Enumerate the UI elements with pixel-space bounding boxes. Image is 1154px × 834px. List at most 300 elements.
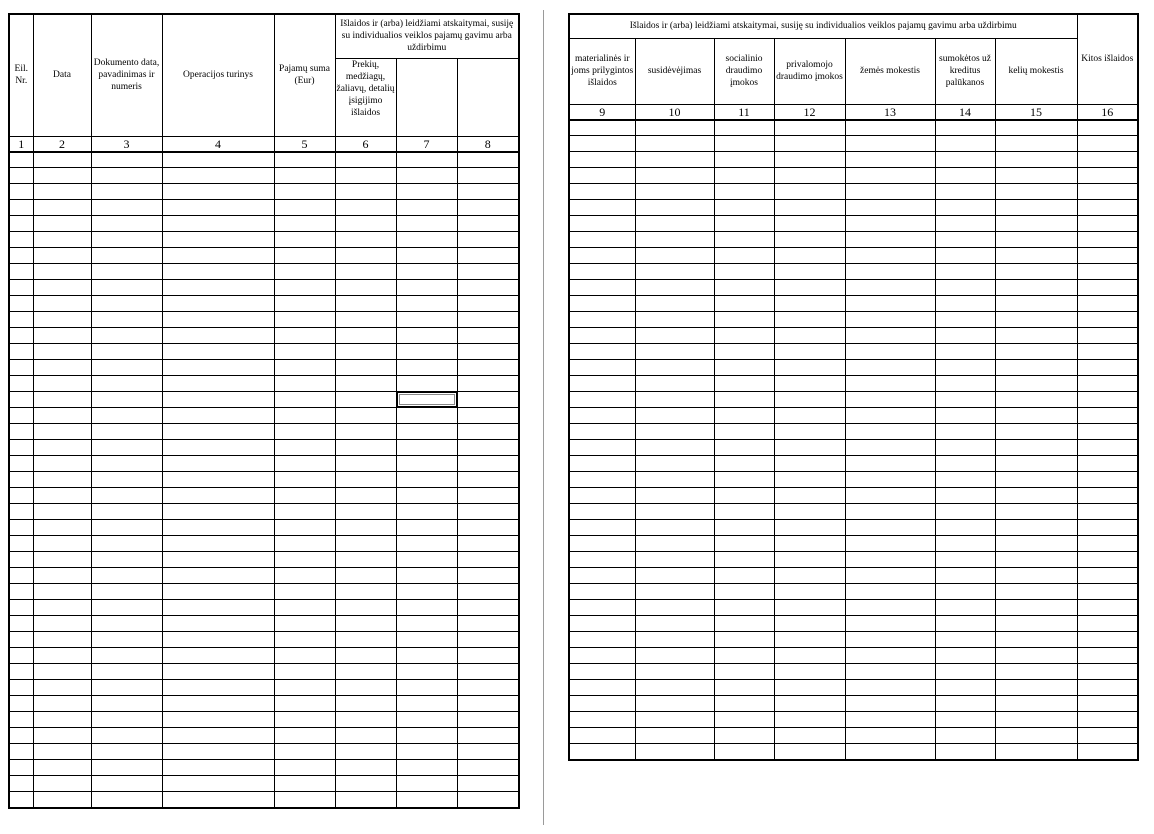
table-cell[interactable] <box>457 232 519 248</box>
table-cell[interactable] <box>774 184 845 200</box>
table-cell[interactable] <box>335 392 396 408</box>
table-cell[interactable] <box>845 328 935 344</box>
table-cell[interactable] <box>635 200 714 216</box>
table-cell[interactable] <box>162 472 274 488</box>
table-cell[interactable] <box>457 152 519 168</box>
table-cell[interactable] <box>569 344 635 360</box>
table-cell[interactable] <box>845 712 935 728</box>
table-cell[interactable] <box>91 712 162 728</box>
table-cell[interactable] <box>33 632 91 648</box>
table-cell[interactable] <box>33 664 91 680</box>
table-cell[interactable] <box>396 776 457 792</box>
table-cell[interactable] <box>274 504 335 520</box>
table-cell[interactable] <box>935 520 995 536</box>
table-cell[interactable] <box>935 120 995 136</box>
table-cell[interactable] <box>274 344 335 360</box>
table-cell[interactable] <box>335 216 396 232</box>
table-cell[interactable] <box>335 184 396 200</box>
table-cell[interactable] <box>457 424 519 440</box>
table-cell[interactable] <box>457 552 519 568</box>
table-cell[interactable] <box>457 248 519 264</box>
table-cell[interactable] <box>396 456 457 472</box>
table-cell[interactable] <box>457 280 519 296</box>
table-cell[interactable] <box>91 728 162 744</box>
table-cell[interactable] <box>335 152 396 168</box>
table-cell[interactable] <box>935 568 995 584</box>
table-cell[interactable] <box>935 232 995 248</box>
table-cell[interactable] <box>569 472 635 488</box>
table-cell[interactable] <box>335 552 396 568</box>
table-cell[interactable] <box>9 344 33 360</box>
table-cell[interactable] <box>9 456 33 472</box>
table-cell[interactable] <box>714 184 774 200</box>
table-cell[interactable] <box>33 264 91 280</box>
table-cell[interactable] <box>569 552 635 568</box>
table-cell[interactable] <box>845 744 935 760</box>
table-cell[interactable] <box>1077 216 1138 232</box>
table-cell[interactable] <box>714 392 774 408</box>
table-cell[interactable] <box>935 696 995 712</box>
table-cell[interactable] <box>935 632 995 648</box>
table-cell[interactable] <box>569 168 635 184</box>
table-cell[interactable] <box>774 664 845 680</box>
table-cell[interactable] <box>774 392 845 408</box>
table-cell[interactable] <box>335 200 396 216</box>
table-cell[interactable] <box>995 696 1077 712</box>
table-cell[interactable] <box>396 168 457 184</box>
table-cell[interactable] <box>396 696 457 712</box>
table-cell[interactable] <box>457 200 519 216</box>
table-cell[interactable] <box>1077 168 1138 184</box>
table-cell[interactable] <box>274 568 335 584</box>
table-cell[interactable] <box>714 536 774 552</box>
table-cell[interactable] <box>1077 440 1138 456</box>
table-cell[interactable] <box>396 264 457 280</box>
table-cell[interactable] <box>1077 456 1138 472</box>
table-cell[interactable] <box>335 776 396 792</box>
table-cell[interactable] <box>995 680 1077 696</box>
table-cell[interactable] <box>162 344 274 360</box>
table-cell[interactable] <box>91 440 162 456</box>
table-cell[interactable] <box>935 216 995 232</box>
table-cell[interactable] <box>714 152 774 168</box>
table-cell[interactable] <box>635 696 714 712</box>
table-cell[interactable] <box>9 472 33 488</box>
table-cell[interactable] <box>91 568 162 584</box>
table-cell[interactable] <box>569 152 635 168</box>
table-cell[interactable] <box>457 408 519 424</box>
table-cell[interactable] <box>396 296 457 312</box>
table-cell[interactable] <box>91 776 162 792</box>
table-cell[interactable] <box>457 488 519 504</box>
table-cell[interactable] <box>457 440 519 456</box>
table-cell[interactable] <box>1077 408 1138 424</box>
table-cell[interactable] <box>396 424 457 440</box>
table-cell[interactable] <box>714 376 774 392</box>
table-cell[interactable] <box>91 744 162 760</box>
table-cell[interactable] <box>33 744 91 760</box>
table-cell[interactable] <box>91 264 162 280</box>
table-cell[interactable] <box>9 520 33 536</box>
table-cell[interactable] <box>714 136 774 152</box>
table-cell[interactable] <box>91 184 162 200</box>
table-cell[interactable] <box>33 152 91 168</box>
table-cell[interactable] <box>935 184 995 200</box>
table-cell[interactable] <box>1077 696 1138 712</box>
table-cell[interactable] <box>396 616 457 632</box>
table-cell[interactable] <box>635 632 714 648</box>
table-cell[interactable] <box>635 136 714 152</box>
table-cell[interactable] <box>162 696 274 712</box>
table-cell[interactable] <box>714 504 774 520</box>
table-cell[interactable] <box>9 488 33 504</box>
table-cell[interactable] <box>335 408 396 424</box>
table-cell[interactable] <box>774 488 845 504</box>
table-cell[interactable] <box>162 488 274 504</box>
table-cell[interactable] <box>274 232 335 248</box>
table-cell[interactable] <box>33 792 91 808</box>
table-cell[interactable] <box>162 168 274 184</box>
table-cell[interactable] <box>935 408 995 424</box>
table-cell[interactable] <box>714 344 774 360</box>
table-cell[interactable] <box>162 568 274 584</box>
table-cell[interactable] <box>1077 360 1138 376</box>
table-cell[interactable] <box>9 216 33 232</box>
table-cell[interactable] <box>1077 312 1138 328</box>
table-cell[interactable] <box>1077 552 1138 568</box>
table-cell[interactable] <box>335 584 396 600</box>
table-cell[interactable] <box>457 456 519 472</box>
table-cell[interactable] <box>935 680 995 696</box>
table-cell[interactable] <box>774 120 845 136</box>
table-cell[interactable] <box>274 792 335 808</box>
table-cell[interactable] <box>91 216 162 232</box>
table-cell[interactable] <box>91 328 162 344</box>
table-cell[interactable] <box>91 472 162 488</box>
table-cell[interactable] <box>33 296 91 312</box>
table-cell[interactable] <box>845 200 935 216</box>
table-cell[interactable] <box>774 712 845 728</box>
table-cell[interactable] <box>457 776 519 792</box>
table-cell[interactable] <box>1077 648 1138 664</box>
table-cell[interactable] <box>396 152 457 168</box>
table-cell[interactable] <box>1077 120 1138 136</box>
table-cell[interactable] <box>335 712 396 728</box>
table-cell[interactable] <box>845 664 935 680</box>
table-cell[interactable] <box>714 264 774 280</box>
table-cell[interactable] <box>1077 712 1138 728</box>
table-cell[interactable] <box>91 648 162 664</box>
table-cell[interactable] <box>845 696 935 712</box>
table-cell[interactable] <box>714 456 774 472</box>
table-cell[interactable] <box>33 488 91 504</box>
table-cell[interactable] <box>995 328 1077 344</box>
table-cell[interactable] <box>91 360 162 376</box>
table-cell[interactable] <box>635 312 714 328</box>
table-cell[interactable] <box>845 440 935 456</box>
table-cell[interactable] <box>1077 520 1138 536</box>
table-cell[interactable] <box>569 520 635 536</box>
table-cell[interactable] <box>457 648 519 664</box>
table-cell[interactable] <box>714 520 774 536</box>
table-cell[interactable] <box>33 360 91 376</box>
table-cell[interactable] <box>396 712 457 728</box>
table-cell[interactable] <box>995 216 1077 232</box>
table-cell[interactable] <box>635 600 714 616</box>
table-cell[interactable] <box>9 536 33 552</box>
selected-cell[interactable] <box>396 392 457 408</box>
table-cell[interactable] <box>91 488 162 504</box>
table-cell[interactable] <box>774 424 845 440</box>
table-cell[interactable] <box>33 184 91 200</box>
table-cell[interactable] <box>935 344 995 360</box>
table-cell[interactable] <box>635 216 714 232</box>
table-cell[interactable] <box>335 456 396 472</box>
table-cell[interactable] <box>714 328 774 344</box>
table-cell[interactable] <box>635 728 714 744</box>
table-cell[interactable] <box>774 216 845 232</box>
table-cell[interactable] <box>1077 392 1138 408</box>
table-cell[interactable] <box>396 584 457 600</box>
table-cell[interactable] <box>457 312 519 328</box>
table-cell[interactable] <box>33 616 91 632</box>
table-cell[interactable] <box>91 696 162 712</box>
table-cell[interactable] <box>91 152 162 168</box>
table-cell[interactable] <box>635 248 714 264</box>
table-cell[interactable] <box>274 600 335 616</box>
table-cell[interactable] <box>1077 232 1138 248</box>
table-cell[interactable] <box>1077 664 1138 680</box>
table-cell[interactable] <box>635 168 714 184</box>
table-cell[interactable] <box>935 744 995 760</box>
table-cell[interactable] <box>845 600 935 616</box>
table-cell[interactable] <box>774 376 845 392</box>
table-cell[interactable] <box>33 216 91 232</box>
table-cell[interactable] <box>635 472 714 488</box>
table-cell[interactable] <box>845 312 935 328</box>
table-cell[interactable] <box>9 328 33 344</box>
table-cell[interactable] <box>457 504 519 520</box>
table-cell[interactable] <box>845 472 935 488</box>
table-cell[interactable] <box>457 600 519 616</box>
table-cell[interactable] <box>9 280 33 296</box>
table-cell[interactable] <box>162 232 274 248</box>
table-cell[interactable] <box>569 328 635 344</box>
table-cell[interactable] <box>635 264 714 280</box>
table-cell[interactable] <box>91 376 162 392</box>
table-cell[interactable] <box>714 472 774 488</box>
table-cell[interactable] <box>457 616 519 632</box>
table-cell[interactable] <box>162 264 274 280</box>
table-cell[interactable] <box>274 712 335 728</box>
table-cell[interactable] <box>635 744 714 760</box>
table-cell[interactable] <box>396 488 457 504</box>
table-cell[interactable] <box>335 424 396 440</box>
table-cell[interactable] <box>569 248 635 264</box>
table-cell[interactable] <box>162 200 274 216</box>
table-cell[interactable] <box>457 376 519 392</box>
table-cell[interactable] <box>935 552 995 568</box>
table-cell[interactable] <box>274 264 335 280</box>
table-cell[interactable] <box>457 520 519 536</box>
table-cell[interactable] <box>774 248 845 264</box>
table-cell[interactable] <box>9 184 33 200</box>
table-cell[interactable] <box>845 152 935 168</box>
table-cell[interactable] <box>569 216 635 232</box>
table-cell[interactable] <box>457 472 519 488</box>
table-cell[interactable] <box>33 568 91 584</box>
table-cell[interactable] <box>9 680 33 696</box>
table-cell[interactable] <box>714 232 774 248</box>
table-cell[interactable] <box>1077 600 1138 616</box>
table-cell[interactable] <box>935 312 995 328</box>
table-cell[interactable] <box>33 760 91 776</box>
table-cell[interactable] <box>91 312 162 328</box>
table-cell[interactable] <box>91 536 162 552</box>
table-cell[interactable] <box>91 168 162 184</box>
table-cell[interactable] <box>91 280 162 296</box>
table-cell[interactable] <box>774 344 845 360</box>
table-cell[interactable] <box>635 648 714 664</box>
table-cell[interactable] <box>457 664 519 680</box>
table-cell[interactable] <box>774 680 845 696</box>
table-cell[interactable] <box>9 200 33 216</box>
table-cell[interactable] <box>91 680 162 696</box>
table-cell[interactable] <box>714 584 774 600</box>
table-cell[interactable] <box>845 728 935 744</box>
table-cell[interactable] <box>396 280 457 296</box>
table-cell[interactable] <box>9 664 33 680</box>
table-cell[interactable] <box>935 248 995 264</box>
table-cell[interactable] <box>162 680 274 696</box>
table-cell[interactable] <box>91 552 162 568</box>
table-cell[interactable] <box>569 456 635 472</box>
table-cell[interactable] <box>774 520 845 536</box>
table-cell[interactable] <box>714 296 774 312</box>
table-cell[interactable] <box>995 744 1077 760</box>
table-cell[interactable] <box>274 312 335 328</box>
table-cell[interactable] <box>774 328 845 344</box>
table-cell[interactable] <box>274 424 335 440</box>
table-cell[interactable] <box>935 728 995 744</box>
table-cell[interactable] <box>274 696 335 712</box>
table-cell[interactable] <box>274 680 335 696</box>
table-cell[interactable] <box>91 584 162 600</box>
table-cell[interactable] <box>9 584 33 600</box>
table-cell[interactable] <box>995 296 1077 312</box>
table-cell[interactable] <box>935 392 995 408</box>
table-cell[interactable] <box>162 408 274 424</box>
table-cell[interactable] <box>335 360 396 376</box>
table-cell[interactable] <box>274 584 335 600</box>
table-cell[interactable] <box>274 728 335 744</box>
table-cell[interactable] <box>714 280 774 296</box>
table-cell[interactable] <box>396 664 457 680</box>
table-cell[interactable] <box>9 440 33 456</box>
table-cell[interactable] <box>274 392 335 408</box>
table-cell[interactable] <box>396 328 457 344</box>
table-cell[interactable] <box>935 664 995 680</box>
table-cell[interactable] <box>274 328 335 344</box>
table-cell[interactable] <box>91 632 162 648</box>
table-cell[interactable] <box>9 600 33 616</box>
table-cell[interactable] <box>9 568 33 584</box>
table-cell[interactable] <box>995 488 1077 504</box>
table-cell[interactable] <box>1077 728 1138 744</box>
table-cell[interactable] <box>774 744 845 760</box>
table-cell[interactable] <box>995 472 1077 488</box>
table-cell[interactable] <box>335 344 396 360</box>
table-cell[interactable] <box>396 408 457 424</box>
table-cell[interactable] <box>995 136 1077 152</box>
table-cell[interactable] <box>1077 744 1138 760</box>
table-cell[interactable] <box>9 296 33 312</box>
table-cell[interactable] <box>9 504 33 520</box>
table-cell[interactable] <box>1077 248 1138 264</box>
table-cell[interactable] <box>774 296 845 312</box>
table-cell[interactable] <box>569 648 635 664</box>
table-cell[interactable] <box>635 456 714 472</box>
table-cell[interactable] <box>1077 584 1138 600</box>
table-cell[interactable] <box>995 456 1077 472</box>
table-cell[interactable] <box>457 216 519 232</box>
table-cell[interactable] <box>569 376 635 392</box>
fill-handle[interactable] <box>456 406 458 408</box>
table-cell[interactable] <box>714 600 774 616</box>
table-cell[interactable] <box>457 584 519 600</box>
table-cell[interactable] <box>9 712 33 728</box>
table-cell[interactable] <box>845 552 935 568</box>
table-cell[interactable] <box>274 488 335 504</box>
table-cell[interactable] <box>1077 568 1138 584</box>
table-cell[interactable] <box>845 568 935 584</box>
table-cell[interactable] <box>335 296 396 312</box>
table-cell[interactable] <box>569 360 635 376</box>
table-cell[interactable] <box>635 488 714 504</box>
table-cell[interactable] <box>457 760 519 776</box>
table-cell[interactable] <box>162 312 274 328</box>
table-cell[interactable] <box>335 568 396 584</box>
table-cell[interactable] <box>569 280 635 296</box>
table-cell[interactable] <box>995 184 1077 200</box>
table-cell[interactable] <box>995 280 1077 296</box>
table-cell[interactable] <box>774 504 845 520</box>
table-cell[interactable] <box>274 536 335 552</box>
table-cell[interactable] <box>91 424 162 440</box>
table-cell[interactable] <box>774 152 845 168</box>
table-cell[interactable] <box>335 504 396 520</box>
table-cell[interactable] <box>714 664 774 680</box>
table-cell[interactable] <box>845 376 935 392</box>
table-cell[interactable] <box>9 264 33 280</box>
table-cell[interactable] <box>569 296 635 312</box>
table-cell[interactable] <box>274 472 335 488</box>
table-cell[interactable] <box>845 408 935 424</box>
table-cell[interactable] <box>995 632 1077 648</box>
table-cell[interactable] <box>569 200 635 216</box>
table-cell[interactable] <box>457 264 519 280</box>
table-cell[interactable] <box>935 600 995 616</box>
table-cell[interactable] <box>569 392 635 408</box>
table-cell[interactable] <box>9 792 33 808</box>
table-cell[interactable] <box>845 488 935 504</box>
table-cell[interactable] <box>714 488 774 504</box>
table-cell[interactable] <box>935 376 995 392</box>
table-cell[interactable] <box>569 696 635 712</box>
table-cell[interactable] <box>396 248 457 264</box>
table-cell[interactable] <box>457 168 519 184</box>
table-cell[interactable] <box>714 632 774 648</box>
